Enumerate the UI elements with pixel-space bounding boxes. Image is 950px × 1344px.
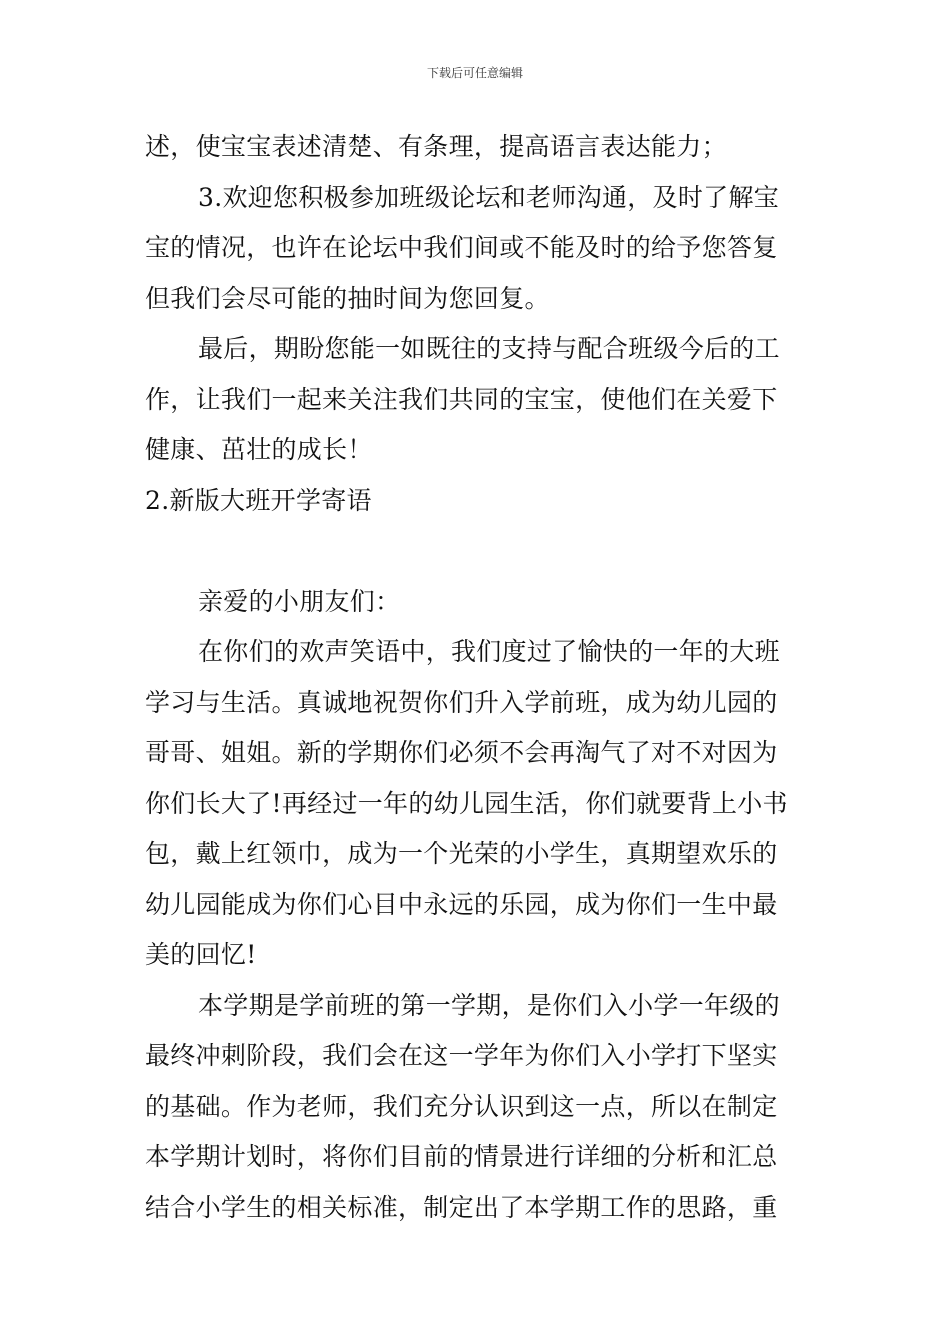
text-line: 作，让我们一起来关注我们共同的宝宝，使他们在关爱下 [145,384,778,414]
text-line: 本学期计划时，将你们目前的情景进行详细的分析和汇总 [145,1142,778,1171]
text-line: 3.欢迎您积极参加班级论坛和老师沟通，及时了解宝 [198,182,780,212]
text-line: 的基础。作为老师，我们充分认识到这一点，所以在制定 [145,1091,778,1121]
document-body [145,122,807,1233]
text-line: 健康、茁壮的成长！ [145,435,373,464]
text-line: 最后，期盼您能一如既往的支持与配合班级今后的工 [198,334,780,363]
salutation: 亲爱的小朋友们： [198,586,401,616]
text-line: 在你们的欢声笑语中，我们度过了愉快的一年的大班 [198,637,780,666]
text-line: 本学期是学前班的第一学期，是你们入小学一年级的 [198,990,780,1020]
text-line: 包，戴上红领巾，成为一个光荣的小学生，真期望欢乐的 [145,839,778,868]
text-line: 你们长大了!再经过一年的幼儿园生活，你们就要背上小书 [145,788,788,818]
section-heading: 2.新版大班开学寄语 [145,485,372,515]
text-line: 述，使宝宝表述清楚、有条理，提高语言表达能力； [145,132,727,161]
text-line: 幼儿园能成为你们心目中永远的乐园，成为你们一生中最 [145,889,778,919]
page-header: 下载后可任意编辑 [426,66,523,80]
text-line: 美的回忆! [145,940,257,969]
text-line: 结合小学生的相关标准，制定出了本学期工作的思路，重 [145,1192,778,1222]
text-line: 学习与生活。真诚地祝贺你们升入学前班，成为幼儿园的 [145,687,778,717]
text-line: 宝的情况，也许在论坛中我们间或不能及时的给予您答复 [145,233,778,262]
text-line: 哥哥、姐姐。新的学期你们必须不会再淘气了对不对因为 [145,738,778,767]
blank-line [145,526,807,577]
text-line: 但我们会尽可能的抽时间为您回复。 [145,283,550,313]
text-line: 最终冲刺阶段，我们会在这一学年为你们入小学打下坚实 [145,1041,778,1070]
